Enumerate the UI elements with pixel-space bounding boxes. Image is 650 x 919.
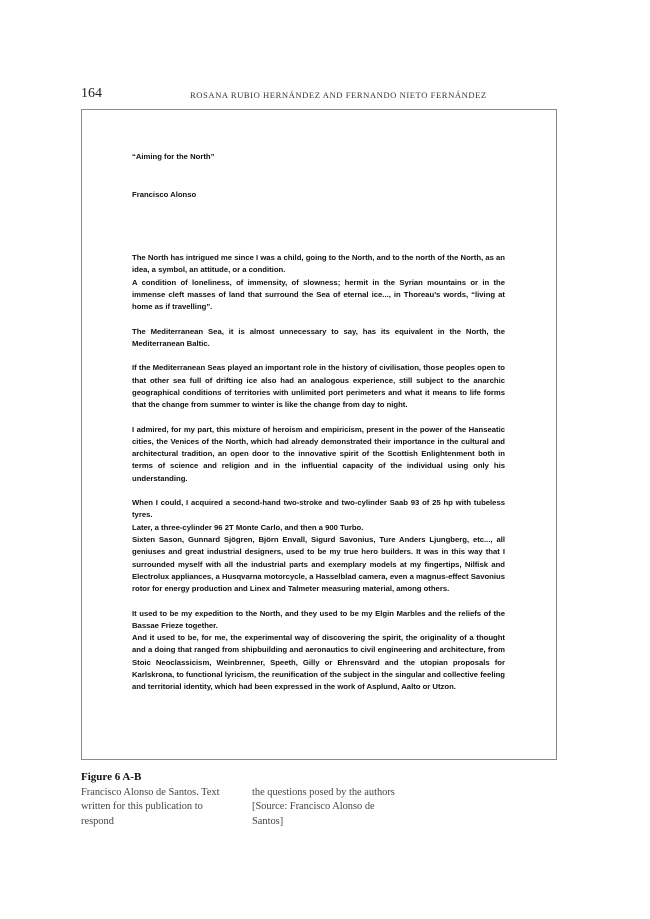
page-number: 164 [81, 86, 102, 101]
paragraph: The Mediterranean Sea, it is almost unnecessary to say, has its equivalent in the North, the Mediterranean Baltic. [132, 326, 505, 348]
paragraph: Later, a three-cylinder 96 2T Monte Carlo, and then a 900 Turbo. [132, 522, 364, 532]
paragraph: When I could, I acquired a second-hand two-stroke and two-cylinder Saab 93 of 25 hp with tubeless tyres. [132, 498, 505, 520]
caption-column-2: the questions posed by the authors [Source: Francisco Alonso de Santos] [252, 787, 395, 827]
paragraph: The North has intrigued me since I was a child, going to the North, and to the north of the North, as an idea, a symbol, an attitude, or a condition. [132, 253, 505, 275]
caption-column-1: Francisco Alonso de Santos. Text written for this publication to respond [81, 787, 220, 827]
document-body [132, 252, 505, 706]
document-author: Francisco Alonso [132, 190, 197, 199]
running-head: ROSANA RUBIO HERNÁNDEZ AND FERNANDO NIETO FERNÁNDEZ [190, 90, 487, 100]
figure-frame [81, 109, 557, 760]
paragraph: I admired, for my part, this mixture of heroism and empiricism, present in the power of the Hanseatic cities, the Venices of the North, which had already demonstrated their importance in the cultural and architectural tradition, an open door to the innovative spirit of the Scottish Enlightenment both in terms of science and religion and in the influential capacity of the individual using only his understanding. [132, 424, 505, 483]
paragraph: If the Mediterranean Seas played an important role in the history of civilisation, those peoples open to that other sea full of drifting ice also had an analogous experience, still subject to the anarchic geographical conditions of territories with unlimited port perimeters and what it means to life forms that the change from summer to winter is like the change from day to night. [132, 363, 505, 410]
paragraph: It used to be my expedition to the North, and they used to be my Elgin Marbles and the reliefs of the Bassae Frieze together. [132, 608, 505, 630]
paragraph: A condition of loneliness, of immensity, of slowness; hermit in the Syrian mountains or in the immense cleft masses of land that surround the Sea of eternal ice..., in Thoreau’s words, “living at home as if travelling”. [132, 277, 505, 312]
paragraph: Sixten Sason, Gunnard Sjögren, Björn Envall, Sigurd Savonius, Ture Anders Ljungberg, etc..., all geniuses and great industrial designers, used to be my true hero builders. It was in this way that I surrounded myself with all the industrial parts and exemplary models at my fingertips, Nilfisk and Electrolux appliances, a Husqvarna motorcycle, a Hasselblad camera, even a magnus-effect Savonius rotor for energy production and Linex and Talmeter measuring material, among others. [132, 535, 505, 594]
paragraph: And it used to be, for me, the experimental way of discovering the spirit, the originality of a thought and a doing that ranged from shipbuilding and aeronautics to civil engineering and architecture, from Stoic Neoclassicism, Weinbrenner, Speeth, Gilly or Ehrensvärd and the utopian proposals for Karlskrona, to functional lyricism, the reunification of the subject in the singular and collective feeling and territorial identity, which had been expressed in the work of Asplund, Aalto or Utzon. [132, 633, 505, 692]
document-title: “Aiming for the North” [132, 152, 215, 161]
figure-label: Figure 6 A-B [81, 771, 142, 783]
